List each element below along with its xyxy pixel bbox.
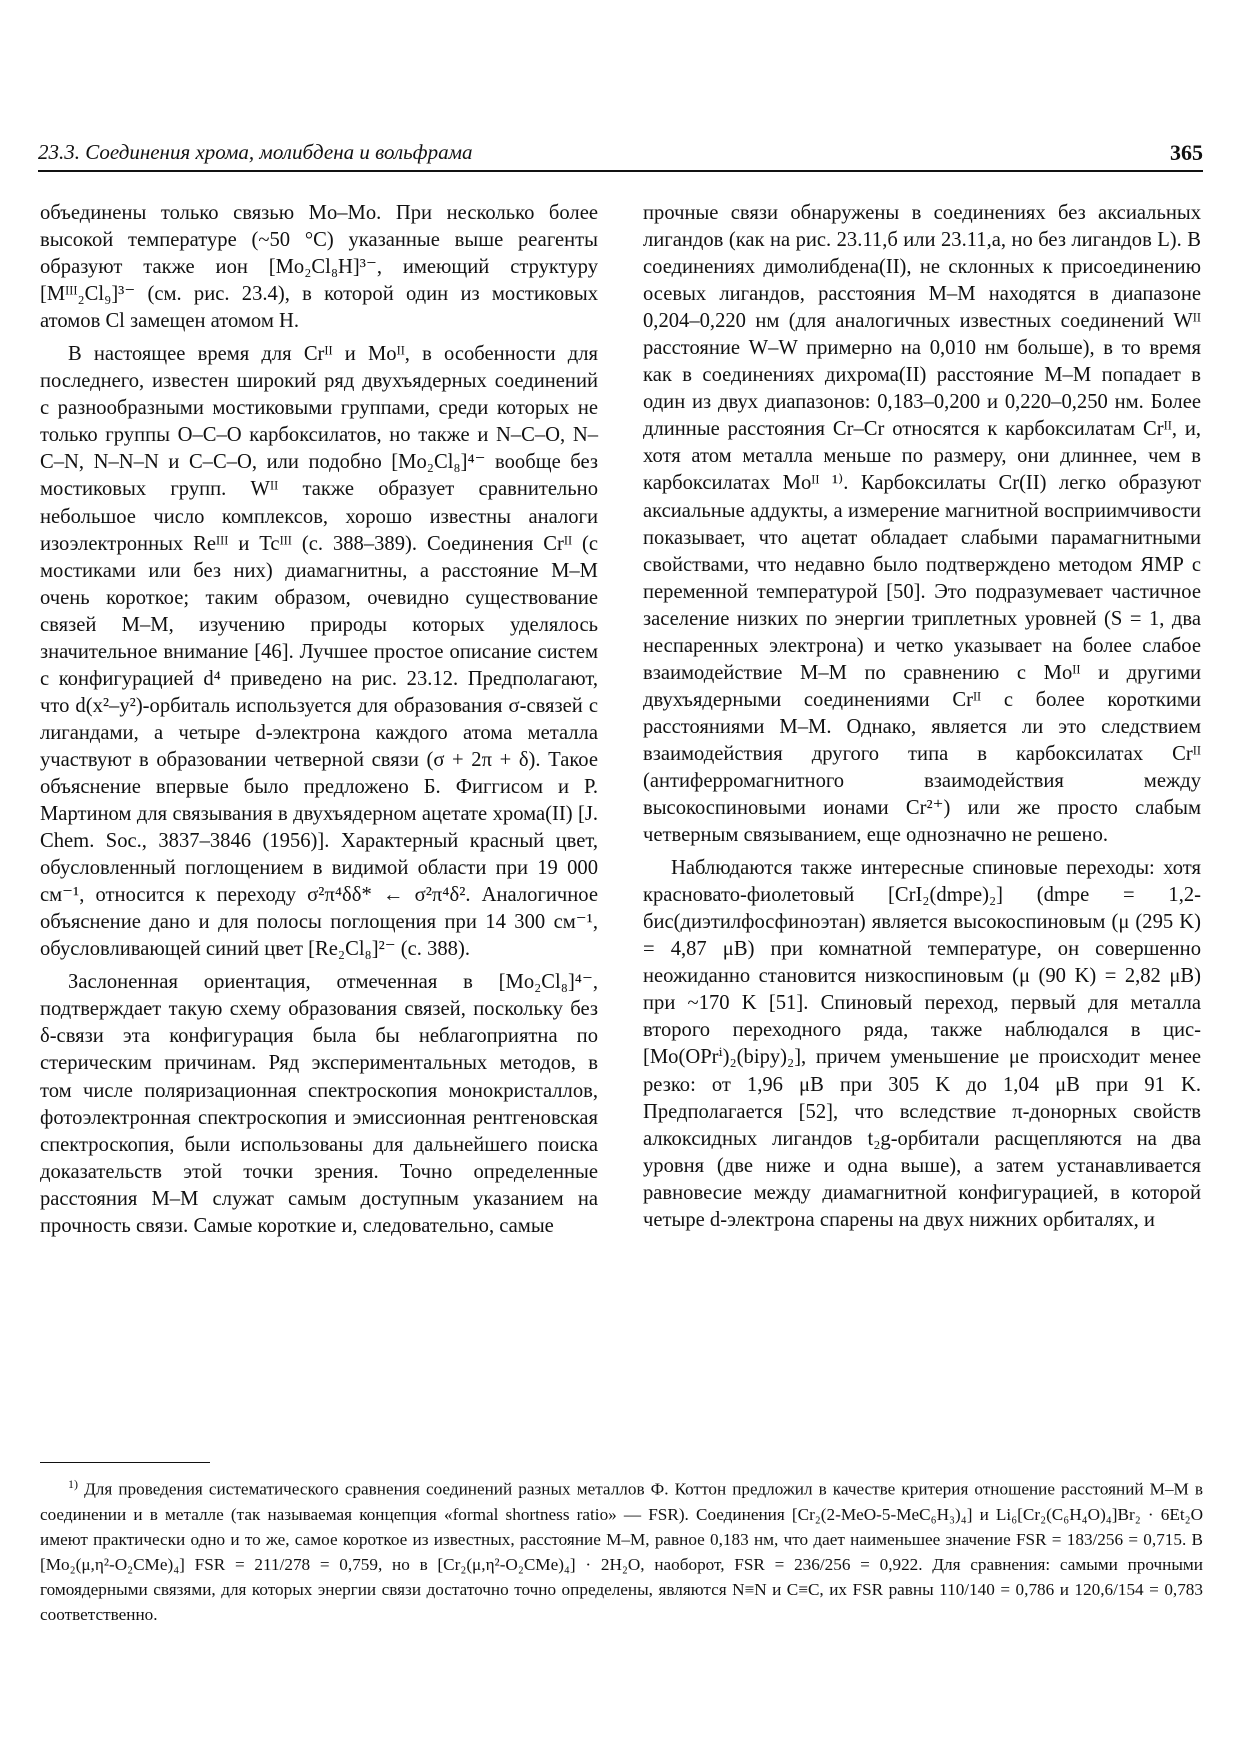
paragraph: прочные связи обнаружены в соединениях без аксиальных лигандов (как на рис. 23.11,б или 23.11,а, но без лигандов L). В соединениях димолибдена(II), не склонных к присоединению осевых лигандов, расстояния M–M находятся в диапазоне 0,204–0,220 нм (для аналогичных известных соединений Wᴵᴵ расстояние W–W примерно на 0,010 нм больше), в то время как в соединениях дихрома(II) расстояние M–M попадает в один из двух диапазонов: 0,183–0,200 и 0,220–0,250 нм. Более длинные расстояния Cr–Cr относятся к карбоксилатам Crᴵᴵ, и, хотя атом металла меньше по размеру, они длиннее, чем в карбоксилатах Moᴵᴵ ¹⁾. Карбоксилаты Cr(II) легко образуют аксиальные аддукты, а измерение магнитной восприимчивости показывает, что ацетат обладает слабыми парамагнитными свойствами, что недавно было подтверждено методом ЯМР с переменной температурой [50]. Это подразумевает частичное заселение низких по энергии триплетных уровней (S = 1, два неспаренных электрона) и четко указывает на более слабое взаимодействие M–M по сравнению с Moᴵᴵ и другими двухъядерными соединениями Crᴵᴵ с более короткими расстояниями M–M. Однако, является ли это следствием взаимодействия другого типа в карбоксилатах Crᴵᴵ (антиферромагнитного взаимодействия между высокоспиновыми ионами Cr²⁺) или же просто слабым четверным связыванием, еще однозначно не решено. [643,202,1201,847]
right-column [643,200,1201,1240]
footnote [40,1472,1203,1627]
footnote-text: Для проведения систематического сравнения соединений разных металлов Ф. Коттон предложил в качестве критерия отношение расстояний M–M в соединении и в металле (так называемая концепция «formal shortness ratio» — FSR). Соединения [Cr₂(2-MeO-5-MeC₆H₃)₄] и Li₆[Cr₂(C₆H₄O)₄]Br₂ · 6Et₂O имеют практически одно и то же, самое короткое из известных, расстояние M–M, равное 0,183 нм, что дает наименьшее значение FSR = 183/256 = 0,715. В [Mo₂(μ,η²-O₂CMe)₄] FSR = 211/278 = 0,759, но в [Cr₂(μ,η²-O₂CMe)₄] · 2H₂O, наоборот, FSR = 236/256 = 0,922. Для сравнения: самыми прочными гомоядерными связями, для которых энергии связи достаточно точно определены, являются N≡N и C≡C, их FSR равны 110/140 = 0,786 и 120,6/154 = 0,783 соответственно. [40,1479,1204,1624]
paragraph: Заслоненная ориентация, отмеченная в [Mo₂Cl₈]⁴⁻, подтверждает такую схему образования связей, поскольку без δ-связи эта конфигурация была бы неблагоприятна по стерическим причинам. Ряд экспериментальных методов, в том числе поляризационная спектроскопия монокристаллов, фотоэлектронная спектроскопия и эмиссионная рентгеновская спектроскопия, были использованы для дальнейшего поиска доказательств этой точки зрения. Точно определенные расстояния M–M служат самым доступным указанием на прочность связи. Самые короткие и, следовательно, самые [40,971,598,1237]
paragraph: объединены только связью Mo–Mo. При несколько более высокой температуре (~50 °C) указанные выше реагенты образуют также ион [Mo₂Cl₈H]³⁻, имеющий структуру [Mᴵᴵᴵ₂Cl₉]³⁻ (см. рис. 23.4), в которой один из мостиковых атомов Cl замещен атомом H. [40,202,598,333]
running-header [38,140,1203,170]
chapter-section-title: 23.3. Соединения хрома, молибдена и вольфрама [38,140,473,164]
footnote-marker: 1) [68,1477,78,1491]
header-rule [38,170,1203,172]
paragraph: Наблюдаются также интересные спиновые переходы: хотя красновато-фиолетовый [CrI₂(dmpe)₂] (dmpe = 1,2-бис(диэтилфосфиноэтан) является высокоспиновым (μ (295 K) = 4,87 μB) при комнатной температуре, он совершенно неожиданно становится низкоспиновым (μ (90 K) = 2,82 μB) при ~170 K [51]. Спиновый переход, первый для металла второго переходного ряда, также наблюдался в цис-[Mo(OPrⁱ)₂(bipy)₂], причем уменьшение μe происходит менее резко: от 1,96 μB при 305 K до 1,04 μB при 91 K. Предполагается [52], что вследствие π-донорных свойств алкоксидных лигандов t₂g-орбитали расщепляются на два уровня (две ниже и одна выше), а затем устанавливается равновесие между диамагнитной конфигурацией, в которой четыре d-электрона спарены на двух нижних орбиталях, и [643,857,1201,1231]
footnote-rule [40,1462,210,1463]
page-number: 365 [1170,140,1203,165]
paragraph: В настоящее время для Crᴵᴵ и Moᴵᴵ, в особенности для последнего, известен широкий ряд двухъядерных соединений с разнообразными мостиковыми группами, среди которых не только группы O–C–O карбоксилатов, но также и N–C–O, N–C–N, N–N–N и C–C–O, или подобно [Mo₂Cl₈]⁴⁻ вообще без мостиковых групп. Wᴵᴵ также образует сравнительно небольшое число комплексов, хорошо известны аналоги изоэлектронных Reᴵᴵᴵ и Tcᴵᴵᴵ (с. 388–389). Соединения Crᴵᴵ (с мостиками или без них) диамагнитны, а расстояние M–M очень короткое; таким образом, очевидно существование связей M–M, изучению природы которых уделялось значительное внимание [46]. Лучшее простое описание систем с конфигурацией d⁴ приведено на рис. 23.12. Предполагают, что d(x²–y²)-орбиталь используется для образования σ-связей с лигандами, а четыре d-электрона каждого атома металла участвуют в образовании четверной связи (σ + 2π + δ). Такое объяснение впервые было предложено Б. Фиггисом и Р. Мартином для связывания в двухъядерном ацетате хрома(II) [J. Chem. Soc., 3837–3846 (1956)]. Характерный красный цвет, обусловленный поглощением в видимой области при 19 000 см⁻¹, относится к переходу σ²π⁴δδ* ← σ²π⁴δ². Аналогичное объяснение дано и для полосы поглощения при 14 300 см⁻¹, обусловливающей синий цвет [Re₂Cl₈]²⁻ (с. 388). [40,343,598,961]
left-column [40,200,598,1246]
